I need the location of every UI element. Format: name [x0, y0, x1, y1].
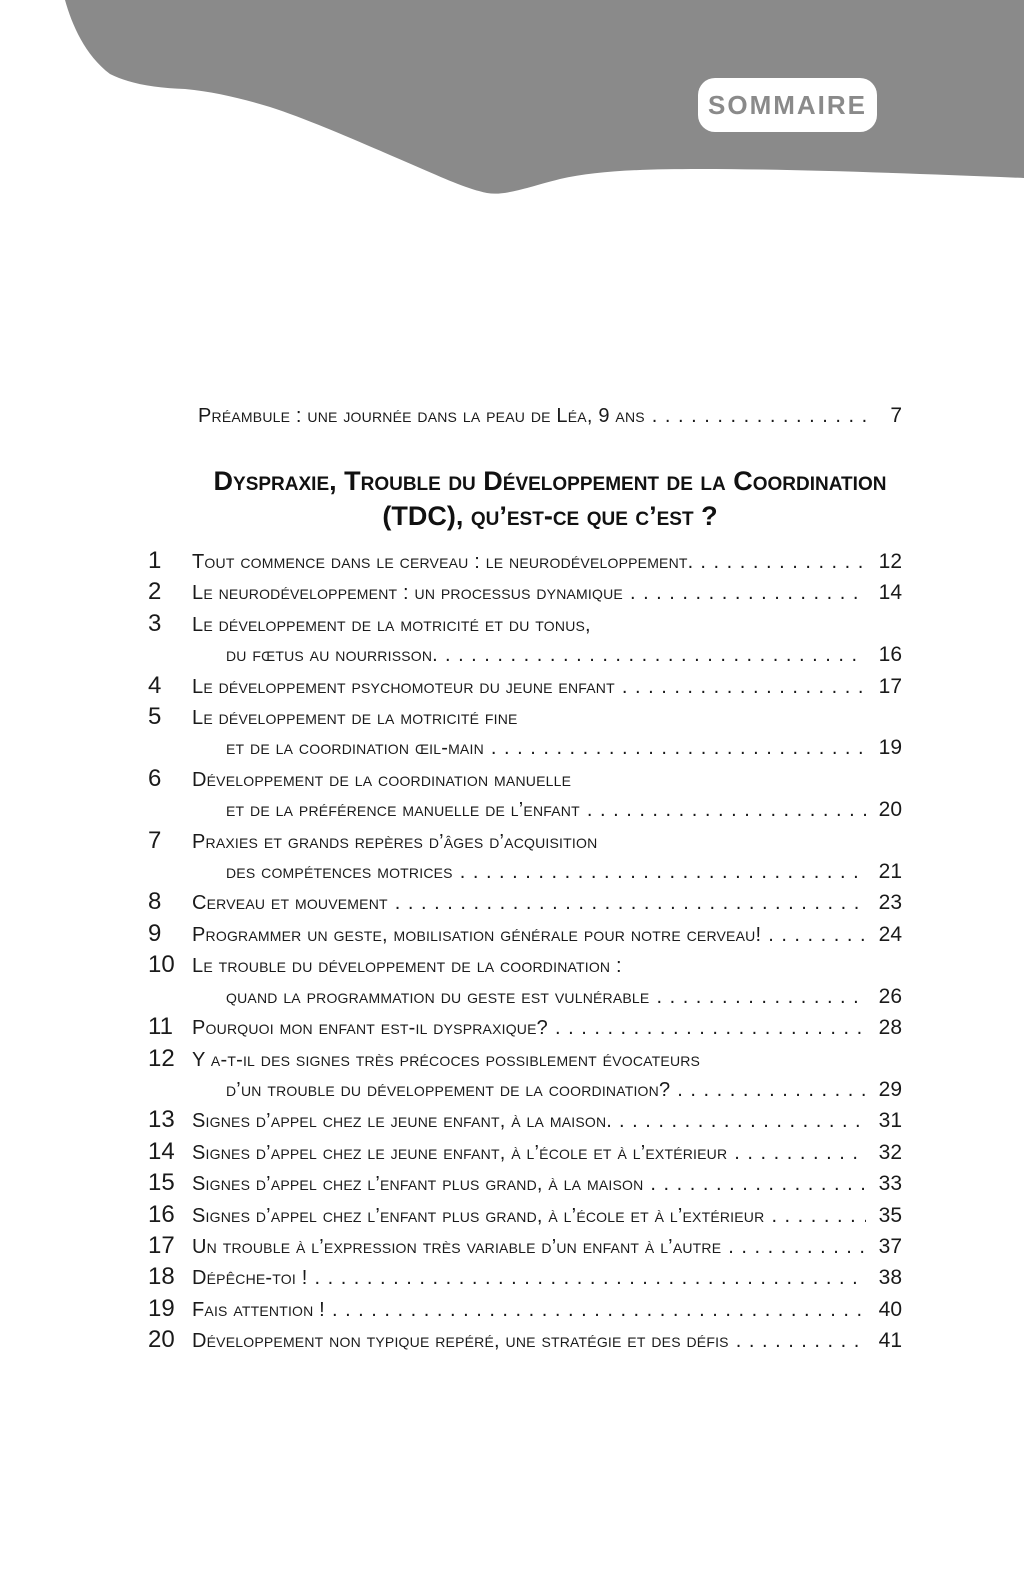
- dot-leader: [734, 1139, 866, 1168]
- toc-entry-line: [148, 1325, 902, 1356]
- page-number: 24: [878, 922, 902, 946]
- entry-title: Signes d’appel chez l’enfant plus grand, à la maison: [192, 1173, 644, 1196]
- dot-leader: [630, 579, 866, 608]
- dot-leader: [736, 1327, 866, 1356]
- dot-leader: [445, 641, 866, 670]
- entry-title: Signes d’appel chez le jeune enfant, à la maison.: [192, 1110, 613, 1133]
- entry-number: 6: [148, 764, 162, 792]
- entry-title: et de la coordination œil-main: [226, 737, 484, 760]
- toc-entry-line: [148, 919, 902, 950]
- entry-title: Dépêche-toi !: [192, 1267, 308, 1290]
- toc-entry-line: [148, 546, 902, 577]
- toc-entries: [148, 546, 902, 1357]
- dot-leader: [332, 1296, 866, 1325]
- entry-number: 4: [148, 671, 162, 699]
- section-heading: [198, 464, 902, 534]
- page-number: 38: [878, 1266, 902, 1290]
- entry-title: Le trouble du développement de la coordination :: [192, 955, 622, 978]
- section-heading-line1: Dyspraxie, Trouble du Développement de la Coordination: [213, 466, 887, 496]
- entry-number: 20: [148, 1326, 175, 1354]
- entry-number: 19: [148, 1294, 175, 1322]
- entry-title: quand la programmation du geste est vulnérable: [226, 985, 650, 1008]
- entry-title: et de la préférence manuelle de l’enfant: [226, 799, 580, 822]
- entry-number: 3: [148, 609, 162, 637]
- toc-entry-line: [148, 1262, 902, 1293]
- toc-entry-line: [148, 1231, 902, 1262]
- page-number: 35: [878, 1203, 902, 1227]
- entry-number: 11: [148, 1013, 173, 1041]
- entry-title: Y a-t-il des signes très précoces possiblement évocateurs: [192, 1048, 701, 1071]
- entry-title: Le neurodéveloppement : un processus dynamique: [192, 582, 623, 605]
- page-number: 32: [878, 1140, 902, 1164]
- entry-title: du fœtus au nourrisson.: [226, 644, 438, 667]
- entry-number: 18: [148, 1263, 175, 1291]
- dot-leader: [460, 858, 866, 887]
- dot-leader: [652, 402, 866, 430]
- entry-number: 17: [148, 1231, 175, 1259]
- toc-entry-line: [148, 1012, 902, 1043]
- dot-leader: [491, 734, 866, 763]
- toc-entry-line: [148, 857, 902, 887]
- entry-number: 10: [148, 951, 175, 979]
- page-number: 19: [878, 736, 902, 760]
- page-number: 17: [878, 674, 902, 698]
- toc-entry-line: [148, 1044, 902, 1075]
- dot-leader: [656, 983, 866, 1012]
- entry-title: Le développement de la motricité et du tonus,: [192, 613, 591, 636]
- page-number: 14: [878, 581, 902, 605]
- dot-leader: [587, 796, 866, 825]
- page-number: 41: [878, 1329, 902, 1353]
- entry-title: Développement non typique repéré, une stratégie et des défis: [192, 1330, 729, 1353]
- toc-entry-line: [148, 640, 902, 670]
- toc-entry-line: [148, 887, 902, 918]
- page-number: 26: [878, 984, 902, 1008]
- entry-title: Tout commence dans le cerveau : le neurodéveloppement.: [192, 551, 694, 573]
- dot-leader: [771, 1202, 866, 1231]
- entry-title: d’un trouble du développement de la coordination?: [226, 1078, 671, 1101]
- entry-title: Un trouble à l’expression très variable d’un enfant à l’autre: [192, 1235, 722, 1258]
- toc-entry-line: [148, 671, 902, 702]
- page-number: 33: [878, 1172, 902, 1196]
- entry-number: 9: [148, 919, 162, 947]
- toc-entry-line: [148, 577, 902, 608]
- dot-leader: [650, 1170, 866, 1199]
- page-number: 29: [878, 1077, 902, 1101]
- section-heading-line2: (TDC), qu’est-ce que c’est ?: [382, 501, 718, 531]
- entry-number: 13: [148, 1106, 175, 1134]
- entry-number: 7: [148, 826, 162, 854]
- entry-title: Pourquoi mon enfant est-il dyspraxique?: [192, 1017, 548, 1040]
- toc-entry-line: [148, 1294, 902, 1325]
- dot-leader: [728, 1233, 866, 1262]
- entry-title: Le développement de la motricité fine: [192, 707, 518, 730]
- toc-entry-line: [148, 702, 902, 733]
- toc-entry-line: [148, 826, 902, 857]
- entry-title: Signes d’appel chez le jeune enfant, à l’école et à l’extérieur: [192, 1141, 728, 1164]
- toc-entry-line: [148, 733, 902, 763]
- page-number: 23: [878, 891, 902, 915]
- sommaire-title: SOMMAIRE: [708, 89, 867, 120]
- page-number: 12: [878, 550, 902, 573]
- entry-title: Développement de la coordination manuelle: [192, 768, 572, 791]
- dot-leader: [622, 673, 866, 702]
- entry-number: 16: [148, 1200, 175, 1228]
- entry-title: des compétences motrices: [226, 861, 453, 884]
- entry-title: Signes d’appel chez l’enfant plus grand, à l’école et à l’extérieur: [192, 1204, 765, 1227]
- dot-leader: [619, 1107, 866, 1136]
- dot-leader: [677, 1076, 866, 1105]
- entry-number: 14: [148, 1137, 175, 1165]
- toc-entry-line: [148, 1105, 902, 1136]
- toc-entry-line: [148, 950, 902, 981]
- entry-title: Cerveau et mouvement: [192, 892, 388, 915]
- page-number: 20: [878, 798, 902, 822]
- dot-leader: [555, 1014, 866, 1043]
- entry-title: Programmer un geste, mobilisation générale pour notre cerveau!: [192, 923, 762, 946]
- entry-number: 8: [148, 888, 162, 916]
- dot-leader: [768, 921, 866, 950]
- page-number: 16: [878, 643, 902, 667]
- entry-number: 1: [148, 547, 162, 574]
- table-of-contents: [148, 0, 902, 1357]
- entry-number: 15: [148, 1169, 175, 1197]
- toc-entry-line: [148, 1075, 902, 1105]
- entry-title: Le développement psychomoteur du jeune enfant: [192, 675, 615, 698]
- toc-entry-line: [148, 795, 902, 825]
- entry-title: Fais attention !: [192, 1298, 325, 1321]
- entry-title: Praxies et grands repères d’âges d’acquisition: [192, 830, 598, 853]
- toc-entry-line: [148, 1200, 902, 1231]
- preamble-label: Préambule : une journée dans la peau de Léa, 9 ans: [198, 405, 645, 427]
- dot-leader: [314, 1264, 866, 1293]
- toc-entry-line: [148, 764, 902, 795]
- toc-entry-line: [148, 1168, 902, 1199]
- preamble-row: [148, 402, 902, 430]
- entry-number: 5: [148, 703, 162, 731]
- entry-number: 2: [148, 578, 162, 606]
- toc-entry-line: [148, 609, 902, 640]
- toc-entry-line: [148, 982, 902, 1012]
- entry-number: 12: [148, 1044, 175, 1072]
- page-number: 28: [878, 1016, 902, 1040]
- dot-leader: [395, 889, 866, 918]
- toc-entry-line: [148, 1137, 902, 1168]
- page-number: 7: [890, 404, 902, 427]
- dot-leader: [700, 548, 866, 577]
- page-number: 21: [878, 860, 902, 884]
- page-number: 40: [878, 1297, 902, 1321]
- page-number: 37: [878, 1234, 902, 1258]
- page-number: 31: [878, 1109, 902, 1133]
